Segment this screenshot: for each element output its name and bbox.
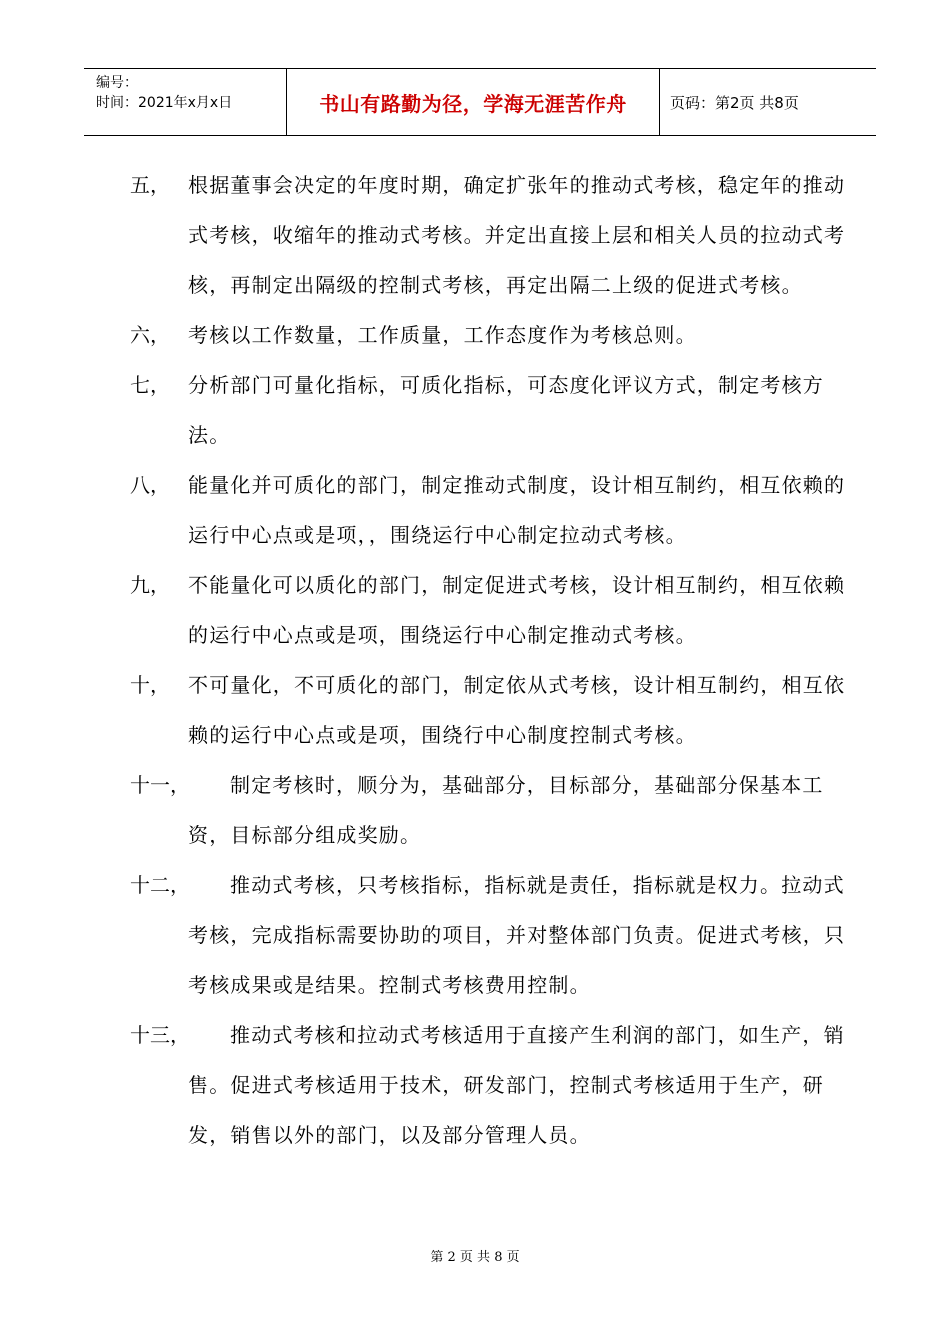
- item-number: 六，: [130, 323, 170, 347]
- item-text: 分析部门可量化指标，可质化指标，可态度化评议方式，制定考核方法。: [188, 373, 824, 447]
- time-label: 时间：2021年x月x日: [96, 95, 233, 111]
- header-page-code: 页码：第2页 共8页: [670, 93, 799, 112]
- item-number: 十，: [130, 673, 170, 697]
- item-text: 制定考核时，顺分为，基础部分，目标部分，基础部分保基本工资，目标部分组成奖励。: [188, 773, 824, 847]
- item-number: 八，: [130, 473, 170, 497]
- item-number: 九，: [130, 573, 170, 597]
- item-number: 十一，: [130, 773, 190, 797]
- list-item-8: [130, 460, 850, 560]
- item-text: 推动式考核和拉动式考核适用于直接产生利润的部门，如生产，销售。促进式考核适用于技术，研发部门，控制式考核适用于生产，研发，销售以外的部门，以及部分管理人员。: [188, 1023, 845, 1147]
- list-item-9: [130, 560, 850, 660]
- item-text: 能量化并可质化的部门，制定推动式制度，设计相互制约，相互依赖的运行中心点或是项，，围绕运行中心制定拉动式考核。: [188, 473, 846, 547]
- page-header: [84, 68, 876, 136]
- list-item-10: [130, 660, 850, 760]
- item-number: 七，: [130, 373, 170, 397]
- item-number: 十二，: [130, 873, 190, 897]
- list-item-6: [130, 310, 850, 360]
- header-motto: 书山有路勤为径，学海无涯苦作舟: [287, 69, 660, 135]
- page-footer: 第 2 页 共 8 页: [430, 1250, 520, 1265]
- item-text: 不可量化，不可质化的部门，制定依从式考核，设计相互制约，相互依赖的运行中心点或是项，围绕行中心制度控制式考核。: [188, 673, 846, 747]
- item-number: 五，: [130, 173, 170, 197]
- item-text: 不能量化可以质化的部门，制定促进式考核，设计相互制约，相互依赖的运行中心点或是项，围绕运行中心制定推动式考核。: [188, 573, 846, 647]
- list-item-12: [130, 860, 850, 1010]
- item-text: 推动式考核，只考核指标，指标就是责任，指标就是权力。拉动式考核，完成指标需要协助的项目，并对整体部门负责。促进式考核，只考核成果或是结果。控制式考核费用控制。: [188, 873, 846, 997]
- document-body: [130, 160, 850, 1160]
- list-item-7: [130, 360, 850, 460]
- item-number: 十三，: [130, 1023, 190, 1047]
- list-item-13: [130, 1010, 850, 1160]
- item-text: 根据董事会决定的年度时期，确定扩张年的推动式考核，稳定年的推动式考核，收缩年的推动式考核。并定出直接上层和相关人员的拉动式考核，再制定出隔级的控制式考核，再定出隔二上级的促进式考核。: [188, 173, 846, 297]
- list-item-5: [130, 160, 850, 310]
- list-item-11: [130, 760, 850, 860]
- number-label: 编号：: [96, 75, 138, 91]
- header-meta: [84, 69, 287, 135]
- item-text: 考核以工作数量，工作质量，工作态度作为考核总则。: [188, 323, 697, 347]
